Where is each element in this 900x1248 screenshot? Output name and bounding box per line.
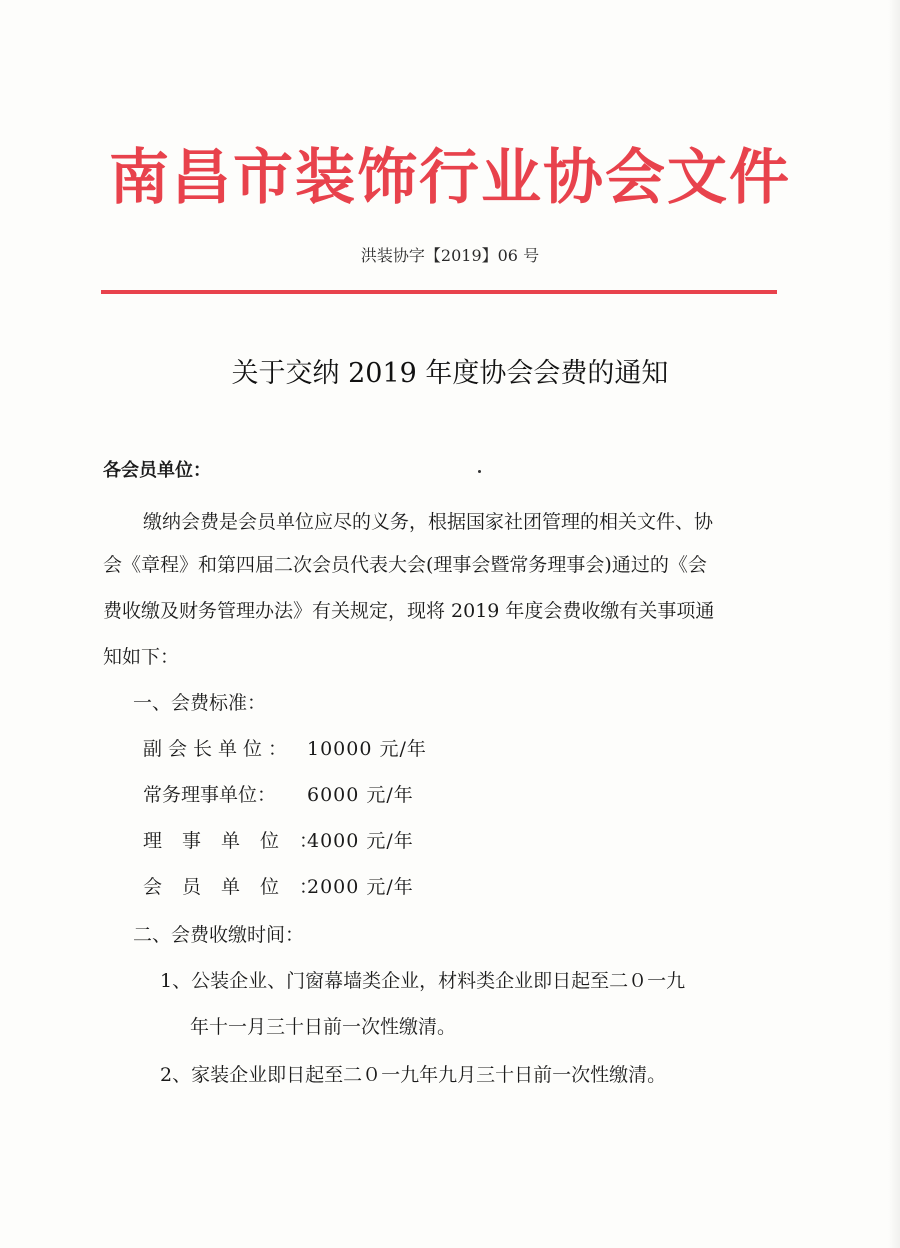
fee-row-value: 2000 元/年 <box>307 876 414 898</box>
intro-line-1: 缴纳会费是会员单位应尽的义务，根据国家社团管理的相关文件、协 <box>143 511 714 533</box>
fee-row-label: 会员单位： <box>143 876 339 898</box>
salutation: 各会员单位： <box>103 460 211 481</box>
fee-row-value: 10000 元/年 <box>307 738 427 760</box>
document-number: 洪装协字【2019】06 号 <box>360 246 540 265</box>
fee-row-standing-director <box>143 780 414 810</box>
fee-row-value: 6000 元/年 <box>307 784 414 806</box>
scan-speck <box>478 470 481 473</box>
intro-line-3: 费收缴及财务管理办法》有关规定，现将 2019 年度会费收缴有关事项通 <box>103 600 715 622</box>
fee-row-member <box>143 872 414 902</box>
intro-line-2: 会《章程》和第四届二次会员代表大会(理事会暨常务理事会)通过的《会 <box>103 554 707 576</box>
section-fee-time-heading: 二、会费收缴时间： <box>133 924 305 946</box>
fee-time-item-1-line-2: 年十一月三十日前一次性缴清。 <box>190 1016 457 1038</box>
fee-row-vice-president <box>143 734 427 764</box>
fee-row-label: 理事单位： <box>143 830 339 852</box>
red-divider-line <box>101 290 777 294</box>
fee-row-value: 4000 元/年 <box>307 830 414 852</box>
section-fee-standard-heading: 一、会费标准： <box>133 692 267 714</box>
fee-row-director <box>143 826 414 856</box>
fee-time-item-1-line-1: 1、公装企业、门窗幕墙类企业，材料类企业即日起至二０一九 <box>160 970 686 992</box>
fee-time-item-2: 2、家装企业即日起至二０一九年九月三十日前一次性缴清。 <box>160 1064 667 1086</box>
intro-line-4: 知如下： <box>103 646 180 668</box>
fee-row-label: 副会长单位： <box>143 738 294 760</box>
notice-title: 关于交纳 2019 年度协会会费的通知 <box>231 358 669 389</box>
org-header-title: 南昌市装饰行业协会文件 <box>109 143 791 213</box>
fee-row-label: 常务理事单位： <box>143 784 277 806</box>
